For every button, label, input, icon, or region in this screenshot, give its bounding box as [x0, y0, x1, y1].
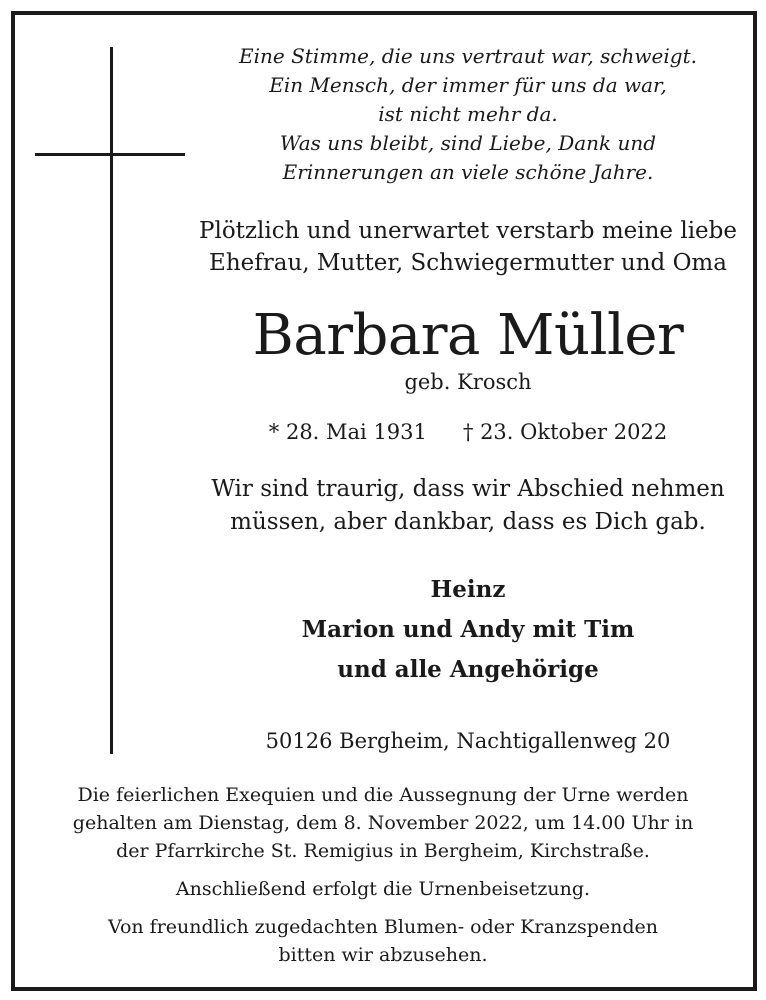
deceased-name: Barbara Müller — [252, 303, 684, 368]
poem-line: Erinnerungen an viele schöne Jahre. — [282, 160, 654, 184]
mourner-line: Heinz — [430, 576, 506, 603]
farewell-line: Wir sind traurig, dass wir Abschied nehmen — [211, 476, 725, 502]
flowers-line: Von freundlich zugedachten Blumen- oder Kranzspenden — [107, 916, 659, 938]
mourner-line: Marion und Andy mit Tim — [301, 616, 635, 643]
poem-line: Ein Mensch, der immer für uns da war, — [269, 73, 667, 97]
birth-date: * 28. Mai 1931 — [268, 420, 427, 444]
intro-line: Plötzlich und unerwartet verstarb meine liebe — [198, 218, 737, 244]
mourner-line: und alle Angehörige — [337, 656, 599, 683]
poem-line: Eine Stimme, die uns vertraut war, schweigt. — [239, 44, 697, 68]
poem-line: ist nicht mehr da. — [378, 102, 558, 126]
mourners-list — [168, 570, 766, 690]
poem-line: Was uns bleibt, sind Liebe, Dank und — [279, 131, 657, 155]
poem — [168, 42, 766, 187]
intro-text — [168, 215, 766, 279]
life-dates — [168, 417, 766, 447]
service-line: gehalten am Dienstag, dem 8. November 2022, um 14.00 Uhr in — [72, 812, 694, 834]
farewell-line: müssen, aber dankbar, dass es Dich gab. — [230, 509, 706, 535]
death-date: † 23. Oktober 2022 — [462, 420, 668, 444]
farewell-text — [168, 473, 766, 539]
flowers-line: bitten wir abzusehen. — [278, 944, 488, 966]
intro-line: Ehefrau, Mutter, Schwiegermutter und Oma — [209, 250, 727, 276]
cross-icon-bar — [35, 153, 185, 156]
flowers-request — [15, 913, 751, 969]
birth-name: geb. Krosch — [404, 370, 532, 394]
family-address: 50126 Bergheim, Nachtigallenweg 20 — [265, 729, 671, 753]
burial-info: Anschließend erfolgt die Urnenbeisetzung. — [175, 878, 591, 900]
service-line: der Pfarrkirche St. Remigius in Bergheim, Kirchstraße. — [116, 840, 650, 862]
service-info — [15, 781, 751, 865]
service-line: Die feierlichen Exequien und die Aussegnung der Urne werden — [77, 784, 689, 806]
